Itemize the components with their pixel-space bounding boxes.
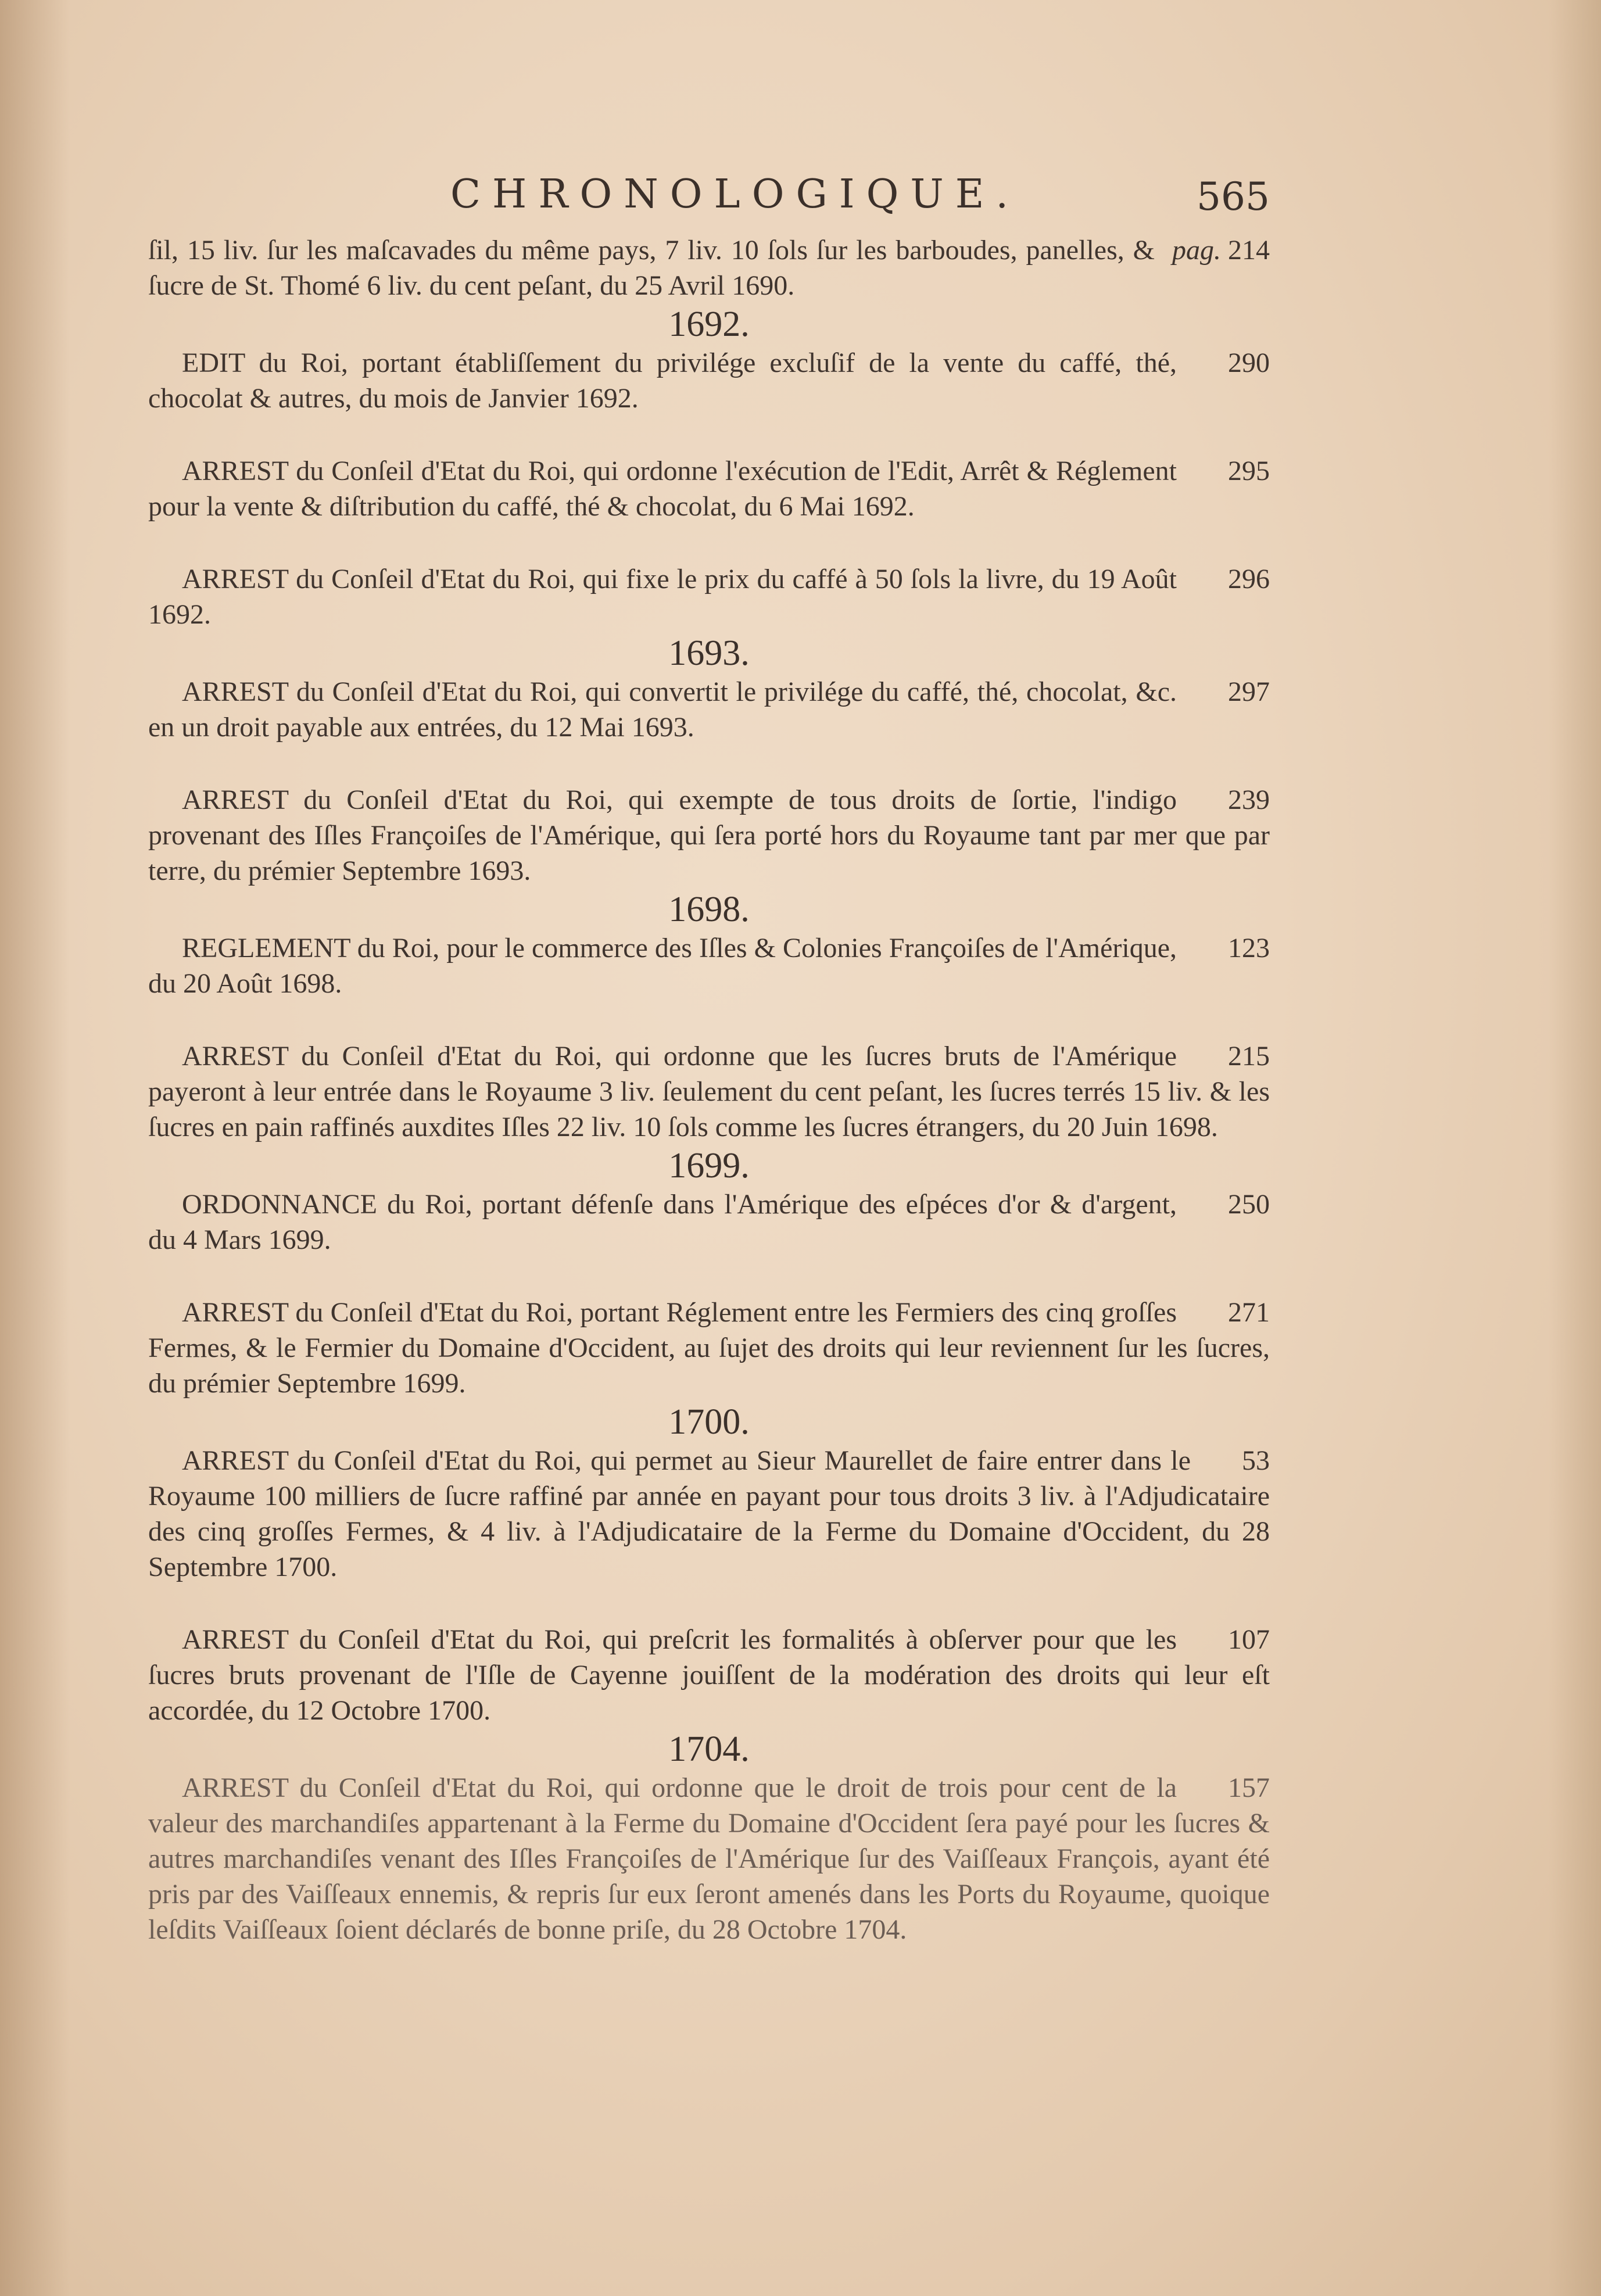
entry-text: ARREST du Conſeil d'Etat du Roi, qui ordonne que les ſucres bruts de l'Amérique payeront à leur entrée dans le Royaume 3 liv. ſeulement du cent peſant, les ſucres terrés 15 liv. & les ſucres en pain raffinés auxdites Iſles 22 liv. 10 ſols comme les ſucres étrangers, du 20 Juin 1698.: [148, 1041, 1270, 1142]
table-entry: [148, 1443, 1270, 1585]
entry-text: ARREST du Conſeil d'Etat du Roi, qui exempte de tous droits de ſortie, l'indigo provenant des Iſles Françoiſes de l'Amérique, qui ſera porté hors du Royaume tant par mer que par terre, du prémier Septembre 1693.: [148, 785, 1270, 886]
table-entry: [148, 674, 1270, 745]
running-title: CHRONOLOGIQUE.: [450, 171, 1020, 217]
page-reference: 295: [1228, 456, 1270, 486]
entry-text: ARREST du Conſeil d'Etat du Roi, portant Réglement entre les Fermiers des cinq groſſes Fermes, & le Fermier du Domaine d'Occident, au ſujet des droits qui leur reviennent ſur les ſucres, du prémier Septembre 1699.: [148, 1297, 1270, 1399]
entry-text: REGLEMENT du Roi, pour le commerce des Iſles & Colonies Françoiſes de l'Amérique, du 20 Août 1698.: [148, 933, 1177, 999]
year-heading: 1698.: [668, 890, 750, 929]
page-reference: 239: [1228, 785, 1270, 815]
page-reference: 123: [1228, 933, 1270, 963]
year-heading: 1704.: [668, 1729, 750, 1769]
year-heading: 1700.: [668, 1402, 750, 1442]
table-entry: [148, 232, 1270, 303]
page-reference: pag. 214: [1172, 235, 1270, 266]
table-entry: [148, 782, 1270, 889]
page-reference: 296: [1228, 564, 1270, 594]
entry-text: ARREST du Conſeil d'Etat du Roi, qui ordonne que le droit de trois pour cent de la valeur des marchandiſes appartenant à la Ferme du Domaine d'Occident ſera payé pour les ſucres & autres marchandiſes venant des Iſles Françoiſes de l'Amérique ſur des Vaiſſeaux François, ayant été pris par des Vaiſſeaux ennemis, & repris ſur eux ſeront amenés dans les Ports du Royaume, quoique leſdits Vaiſſeaux ſoient déclarés de bonne priſe, du 28 Octobre 1704.: [148, 1772, 1270, 1945]
year-heading: 1692.: [668, 305, 750, 344]
table-entry: [148, 561, 1270, 632]
year-heading: 1699.: [668, 1146, 750, 1185]
entry-text: ARREST du Conſeil d'Etat du Roi, qui fixe le prix du caffé à 50 ſols la livre, du 19 Août 1692.: [148, 564, 1177, 630]
entry-text: ARREST du Conſeil d'Etat du Roi, qui preſcrit les formalités à obſerver pour que les ſucres bruts provenant de l'Iſle de Cayenne jouiſſent de la modération des droits qui leur eſt accordée, du 12 Octobre 1700.: [148, 1624, 1270, 1726]
table-entry: [148, 1187, 1270, 1258]
page-reference: 157: [1228, 1772, 1270, 1803]
page-reference: 107: [1228, 1624, 1270, 1655]
entry-text: ORDONNANCE du Roi, portant défenſe dans l'Amérique des eſpéces d'or & d'argent, du 4 Mars 1699.: [148, 1189, 1177, 1255]
table-entry: [148, 1295, 1270, 1401]
entry-text: EDIT du Roi, portant établiſſement du privilége excluſif de la vente du caffé, thé, chocolat & autres, du mois de Janvier 1692.: [148, 348, 1177, 414]
table-entry: [148, 453, 1270, 524]
chronological-table: [148, 232, 1270, 1947]
page-reference: 250: [1228, 1189, 1270, 1220]
page-left-shadow: [0, 0, 70, 2296]
entry-text: ARREST du Conſeil d'Etat du Roi, qui ordonne l'exécution de l'Edit, Arrêt & Réglement pour la vente & diſtribution du caffé, thé & chocolat, du 6 Mai 1692.: [148, 456, 1177, 522]
page-number: 565: [1197, 174, 1270, 219]
table-entry: [148, 1038, 1270, 1145]
table-entry: [148, 930, 1270, 1001]
table-entry: [148, 1770, 1270, 1947]
page-reference: 290: [1228, 348, 1270, 378]
table-entry: [148, 345, 1270, 416]
page-reference: 297: [1228, 676, 1270, 707]
entry-text: ARREST du Conſeil d'Etat du Roi, qui permet au Sieur Maurellet de faire entrer dans le Royaume 100 milliers de ſucre raffiné par année en payant pour tous droits 3 liv. à l'Adjudicataire des cinq groſſes Fermes, & 4 liv. à l'Adjudicataire de la Ferme du Domaine d'Occident, du 28 Septembre 1700.: [148, 1445, 1270, 1582]
table-entry: [148, 1622, 1270, 1728]
page-reference: 271: [1228, 1297, 1270, 1328]
entry-text: ſil, 15 liv. ſur les maſcavades du même pays, 7 liv. 10 ſols ſur les barboudes, panelles, & ſucre de St. Thomé 6 liv. du cent peſant, du 25 Avril 1690.: [148, 235, 1155, 301]
page-right-shadow: [1549, 0, 1601, 2296]
page-reference: 53: [1242, 1445, 1270, 1476]
year-heading: 1693.: [668, 633, 750, 673]
page-header: [148, 169, 1270, 232]
entry-text: ARREST du Conſeil d'Etat du Roi, qui convertit le privilége du caffé, thé, chocolat, &c. en un droit payable aux entrées, du 12 Mai 1693.: [148, 676, 1177, 743]
page-reference: 215: [1228, 1041, 1270, 1072]
